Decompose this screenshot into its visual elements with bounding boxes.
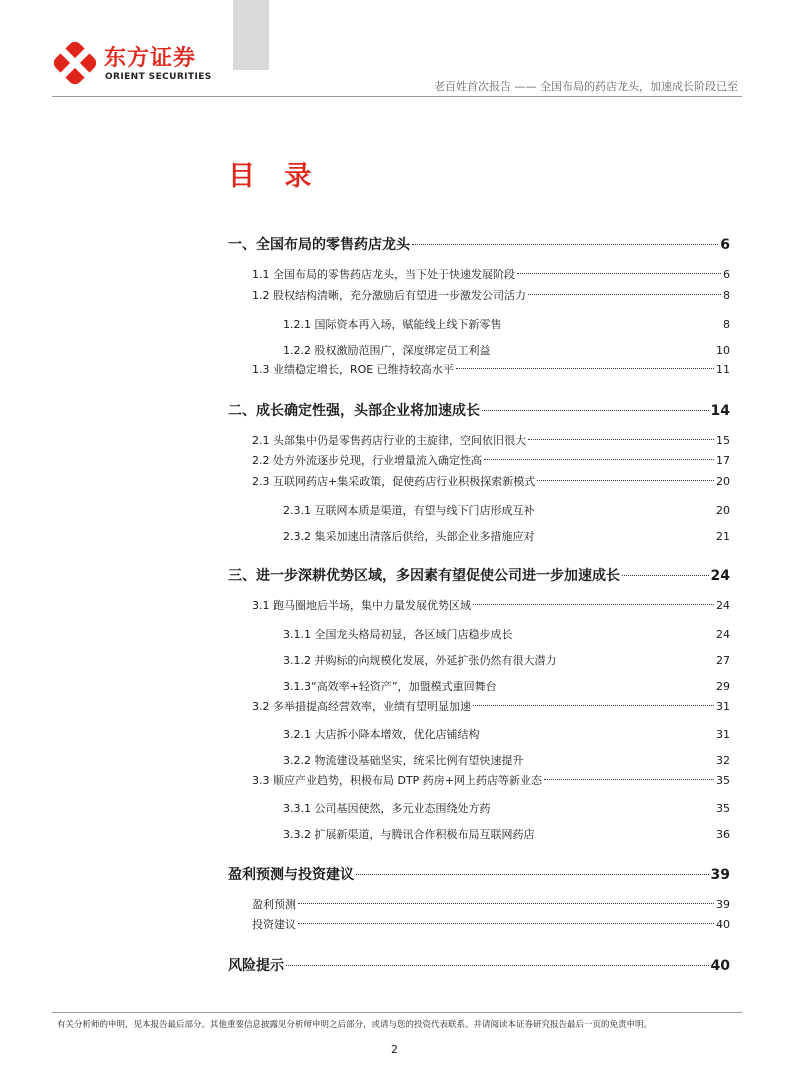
toc-entry-text: 3.3.2 扩展新渠道，与腾讯合作积极布局互联网药店 (283, 828, 535, 841)
toc-entry-page: 21 (716, 530, 730, 543)
toc-entry-page: 24 (710, 568, 730, 584)
toc-entry-page: 31 (716, 728, 730, 741)
toc-entry-3-2-2[interactable] (283, 752, 730, 768)
toc-entry-text: 3.3.1 公司基因使然，多元业态围绕处方药 (283, 802, 491, 815)
toc-entry-page: 40 (716, 918, 730, 931)
toc-entry-text: 盈利预测 (252, 898, 296, 911)
toc-entry-text: 2.2 处方外流逐步兑现，行业增量流入确定性高 (252, 454, 482, 467)
toc-entry-text: 3.1.3“高效率+轻资产”，加盟模式重回舞台 (283, 680, 497, 693)
toc-entry-2[interactable] (228, 400, 730, 420)
toc-entry-text: 3.1.1 全国龙头格局初显，各区域门店稳步成长 (283, 628, 513, 641)
toc-entry-profit-forecast[interactable] (252, 896, 730, 912)
toc-entry-text: 3.2.2 物流建设基础坚实，统采比例有望快速提升 (283, 754, 524, 767)
orient-logo-icon (52, 40, 98, 86)
logo-name-cn: 东方证券 (104, 46, 197, 71)
toc-entry-text: 1.2.1 国际资本再入场，赋能线上线下新零售 (283, 318, 502, 331)
toc-entry-1-1[interactable] (252, 266, 730, 282)
toc-entry-3-1-1[interactable] (283, 626, 730, 642)
toc-entry-3-3-1[interactable] (283, 800, 730, 816)
toc-title: 目 录 (228, 161, 322, 192)
toc-leader (473, 705, 714, 706)
toc-leader (456, 368, 714, 369)
header-accent-bar (233, 0, 269, 70)
toc-leader (298, 903, 714, 904)
toc-entry-3-1-3[interactable] (283, 678, 730, 694)
report-header-title: 老百姓首次报告 —— 全国布局的药店龙头，加速成长阶段已至 (434, 80, 738, 93)
company-logo (52, 40, 230, 88)
toc-leader (473, 604, 714, 605)
toc-entry-page: 31 (716, 700, 730, 713)
toc-entry-text: 2.3 互联网药店+集采政策，促使药店行业积极探索新模式 (252, 475, 536, 488)
toc-entry-3-1-2[interactable] (283, 652, 730, 668)
toc-entry-text: 投资建议 (252, 918, 296, 931)
toc-entry-1-3[interactable] (252, 361, 730, 377)
logo-name-en: ORIENT SECURITIES (105, 72, 212, 82)
toc-entry-page: 29 (716, 680, 730, 693)
toc-entry-3-1[interactable] (252, 597, 730, 613)
toc-entry-page: 39 (710, 867, 730, 883)
toc-leader (622, 575, 709, 576)
toc-entry-page: 6 (720, 237, 730, 253)
toc-entry-text: 2.3.1 互联网本质是渠道，有望与线下门店形成互补 (283, 504, 535, 517)
toc-leader (484, 459, 714, 460)
footer-divider (52, 1012, 742, 1013)
toc-entry-page: 32 (716, 754, 730, 767)
toc-entry-1-2-2[interactable] (283, 342, 730, 358)
footer-disclaimer: 有关分析师的申明，见本报告最后部分。其他重要信息披露见分析师申明之后部分，或请与您的投资代表联系。并请阅读本证券研究报告最后一页的免责申明。 (57, 1020, 653, 1030)
toc-entry-page: 10 (716, 344, 730, 357)
toc-leader (286, 965, 709, 966)
toc-leader (544, 779, 714, 780)
toc-entry-page: 24 (716, 628, 730, 641)
toc-leader (528, 294, 721, 295)
toc-entry-text: 2.1 头部集中仍是零售药店行业的主旋律，空间依旧很大 (252, 434, 526, 447)
toc-entry-risks[interactable] (228, 955, 730, 975)
toc-entry-text: 3.3 顺应产业趋势，积极布局 DTP 药房+网上药店等新业态 (252, 774, 543, 787)
toc-leader (482, 410, 709, 411)
toc-leader (356, 874, 709, 875)
toc-entry-page: 17 (716, 454, 730, 467)
toc-entry-3-3-2[interactable] (283, 826, 730, 842)
toc-entry-text: 风险提示 (228, 958, 284, 974)
toc-entry-2-1[interactable] (252, 432, 730, 448)
toc-entry-text: 三、进一步深耕优势区域，多因素有望促使公司进一步加速成长 (228, 568, 620, 584)
toc-entry-1[interactable] (228, 234, 730, 254)
toc-leader (412, 244, 718, 245)
toc-entry-text: 3.1.2 并购标的向规模化发展，外延扩张仍然有很大潜力 (283, 654, 557, 667)
toc-entry-page: 8 (723, 318, 730, 331)
toc-entry-text: 1.2.2 股权激励范围广，深度绑定员工利益 (283, 344, 491, 357)
toc-entry-text: 1.1 全国布局的零售药店龙头，当下处于快速发展阶段 (252, 268, 515, 281)
toc-entry-investment-advice[interactable] (252, 916, 730, 932)
toc-entry-text: 3.1 跑马圈地后半场，集中力量发展优势区域 (252, 599, 471, 612)
toc-entry-text: 盈利预测与投资建议 (228, 867, 354, 883)
toc-entry-text: 一、全国布局的零售药店龙头 (228, 237, 410, 253)
toc-entry-3-2[interactable] (252, 698, 730, 714)
toc-entry-page: 14 (710, 403, 730, 419)
toc-entry-2-2[interactable] (252, 452, 730, 468)
toc-entry-text: 1.2 股权结构清晰，充分激励后有望进一步激发公司活力 (252, 289, 526, 302)
toc-leader (517, 273, 721, 274)
toc-entry-page: 35 (716, 774, 730, 787)
toc-entry-page: 39 (716, 898, 730, 911)
toc-entry-text: 2.3.2 集采加速出清落后供给，头部企业多措施应对 (283, 530, 535, 543)
toc-entry-page: 36 (716, 828, 730, 841)
toc-entry-text: 1.3 业绩稳定增长，ROE 已维持较高水平 (252, 363, 454, 376)
toc-entry-1-2[interactable] (252, 287, 730, 303)
header-divider (52, 96, 742, 97)
toc-leader (528, 439, 714, 440)
toc-leader (537, 480, 714, 481)
toc-entry-page: 8 (723, 289, 730, 302)
toc-entry-2-3-1[interactable] (283, 502, 730, 518)
toc-entry-1-2-1[interactable] (283, 316, 730, 332)
toc-entry-3-3[interactable] (252, 772, 730, 788)
toc-entry-forecast[interactable] (228, 864, 730, 884)
toc-entry-page: 11 (716, 363, 730, 376)
toc-entry-text: 二、成长确定性强，头部企业将加速成长 (228, 403, 480, 419)
toc-entry-page: 24 (716, 599, 730, 612)
toc-entry-2-3-2[interactable] (283, 528, 730, 544)
toc-entry-3-2-1[interactable] (283, 726, 730, 742)
toc-entry-page: 27 (716, 654, 730, 667)
toc-entry-3[interactable] (228, 565, 730, 585)
toc-leader (298, 923, 714, 924)
toc-entry-page: 20 (716, 504, 730, 517)
toc-entry-page: 35 (716, 802, 730, 815)
toc-entry-page: 40 (710, 958, 730, 974)
toc-entry-page: 15 (716, 434, 730, 447)
toc-entry-2-3[interactable] (252, 473, 730, 489)
toc-entry-page: 20 (716, 475, 730, 488)
toc-entry-page: 6 (723, 268, 730, 281)
toc-entry-text: 3.2.1 大店拆小降本增效，优化店铺结构 (283, 728, 480, 741)
toc-entry-text: 3.2 多举措提高经营效率，业绩有望明显加速 (252, 700, 471, 713)
page-number: 2 (391, 1043, 398, 1056)
